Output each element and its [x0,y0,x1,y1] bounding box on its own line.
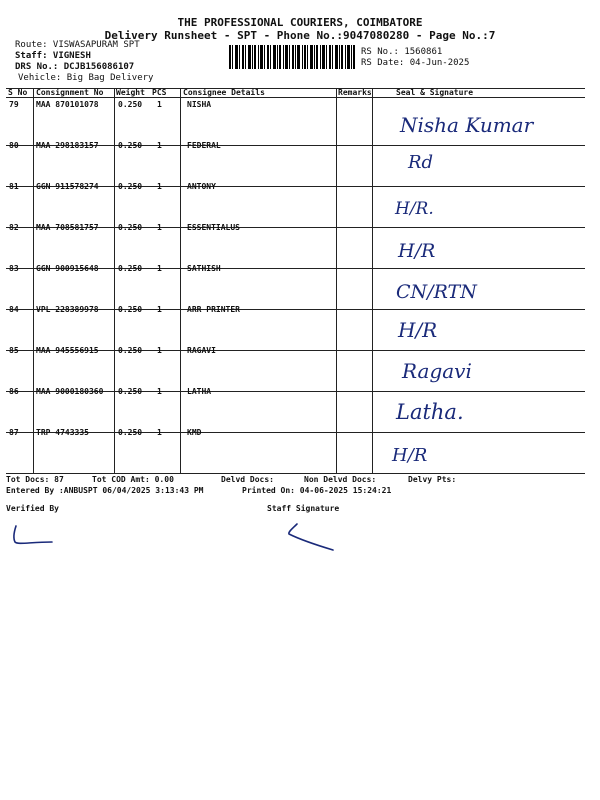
cell-consignee: ANTONY [187,182,216,191]
cell-consignment: MAA 9000180360 [36,387,104,396]
delvy-pts: Delvy Pts: [408,475,457,484]
staff-signature-label: Staff Signature [267,504,340,513]
delvd-docs: Delvd Docs: [221,475,274,484]
cell-consignee: KMD [187,428,202,437]
cell-sno: 84 [9,305,19,314]
runsheet-title: Delivery Runsheet - SPT - Phone No.:9047080280 - Page No.:7 [104,29,496,42]
cell-pcs: 1 [157,223,162,232]
column-header: PCS [152,88,167,97]
handwritten-signature: H/R. [395,199,434,219]
cell-weight: 0.250 [118,182,143,191]
column-header: Weight [116,88,145,97]
column-header: Consignment No [36,88,104,97]
verified-signature-scribble [10,522,60,548]
cell-weight: 0.250 [118,428,143,437]
cell-pcs: 1 [157,182,162,191]
column-header: Seal & Signature [396,88,474,97]
cell-consignment: MAA 708581757 [36,223,99,232]
cell-pcs: 1 [157,305,162,314]
printed-on: Printed On: 04-06-2025 15:24:21 [242,486,392,495]
cell-weight: 0.250 [118,264,143,273]
tot-docs: Tot Docs: 87 [6,475,64,484]
staff-text: Staff: VIGNESH [15,51,91,61]
column-header: S No [8,88,28,97]
cell-consignee: RAGAVI [187,346,216,355]
cell-consignment: MAA 870101078 [36,100,99,109]
company-title: THE PROFESSIONAL COURIERS, COIMBATORE [177,16,423,29]
cell-consignment: GGN 900915648 [36,264,99,273]
handwritten-signature: Nisha Kumar [400,113,534,137]
handwritten-signature: H/R [398,318,438,342]
cell-consignment: GGN 911578274 [36,182,99,191]
staff-signature-scribble [283,520,343,554]
handwritten-signature: Latha. [396,400,464,424]
drs-text: DRS No.: DCJB156086107 [15,62,135,72]
handwritten-signature: CN/RTN [396,281,477,303]
cell-pcs: 1 [157,264,162,273]
cell-sno: 82 [9,223,19,232]
cell-weight: 0.250 [118,305,143,314]
cell-sno: 85 [9,346,19,355]
cell-sno: 80 [9,141,19,150]
cell-pcs: 1 [157,346,162,355]
cell-consignment: MAA 298183157 [36,141,99,150]
cell-sno: 83 [9,264,19,273]
cell-weight: 0.250 [118,100,143,109]
vehicle-text: Vehicle: Big Bag Delivery [18,73,154,83]
entered-by: Entered By :ANBUSPT 06/04/2025 3:13:43 PM [6,486,204,495]
handwritten-signature: Rd [408,152,434,173]
verified-by-label: Verified By [6,504,59,513]
cell-sno: 81 [9,182,19,191]
cell-consignment: VPL 228389978 [36,305,99,314]
rs-date-text: RS Date: 04-Jun-2025 [361,58,470,68]
cell-consignee: ARR PRINTER [187,305,240,314]
rs-no-text: RS No.: 1560861 [361,47,443,57]
barcode-image [229,45,355,69]
row-divider [6,473,585,474]
non-delvd-docs: Non Delvd Docs: [304,475,377,484]
cell-consignee: NISHA [187,100,212,109]
column-header: Consignee Details [183,88,265,97]
cell-consignment: TRP 4743335 [36,428,89,437]
cell-sno: 87 [9,428,19,437]
cell-pcs: 1 [157,100,162,109]
handwritten-signature: H/R [398,240,436,262]
handwritten-signature: Ragavi [402,359,472,383]
barcode-svg [229,45,355,69]
table-header-divider [6,97,585,98]
cell-sno: 79 [9,100,19,109]
cell-weight: 0.250 [118,141,143,150]
cell-consignment: MAA 945556915 [36,346,99,355]
row-divider [6,432,585,433]
cell-consignee: FEDERAL [187,141,221,150]
cell-consignee: ESSENTIALUS [187,223,240,232]
cell-pcs: 1 [157,387,162,396]
cell-sno: 86 [9,387,19,396]
cell-pcs: 1 [157,141,162,150]
cell-pcs: 1 [157,428,162,437]
tot-cod-amt: Tot COD Amt: 0.00 [92,475,174,484]
cell-weight: 0.250 [118,346,143,355]
cell-consignee: SATHISH [187,264,221,273]
cell-weight: 0.250 [118,223,143,232]
cell-weight: 0.250 [118,387,143,396]
cell-consignee: LATHA [187,387,212,396]
route-text: Route: VISWASAPURAM SPT [15,40,140,50]
column-header: Remarks [338,88,372,97]
handwritten-signature: H/R [392,445,428,466]
